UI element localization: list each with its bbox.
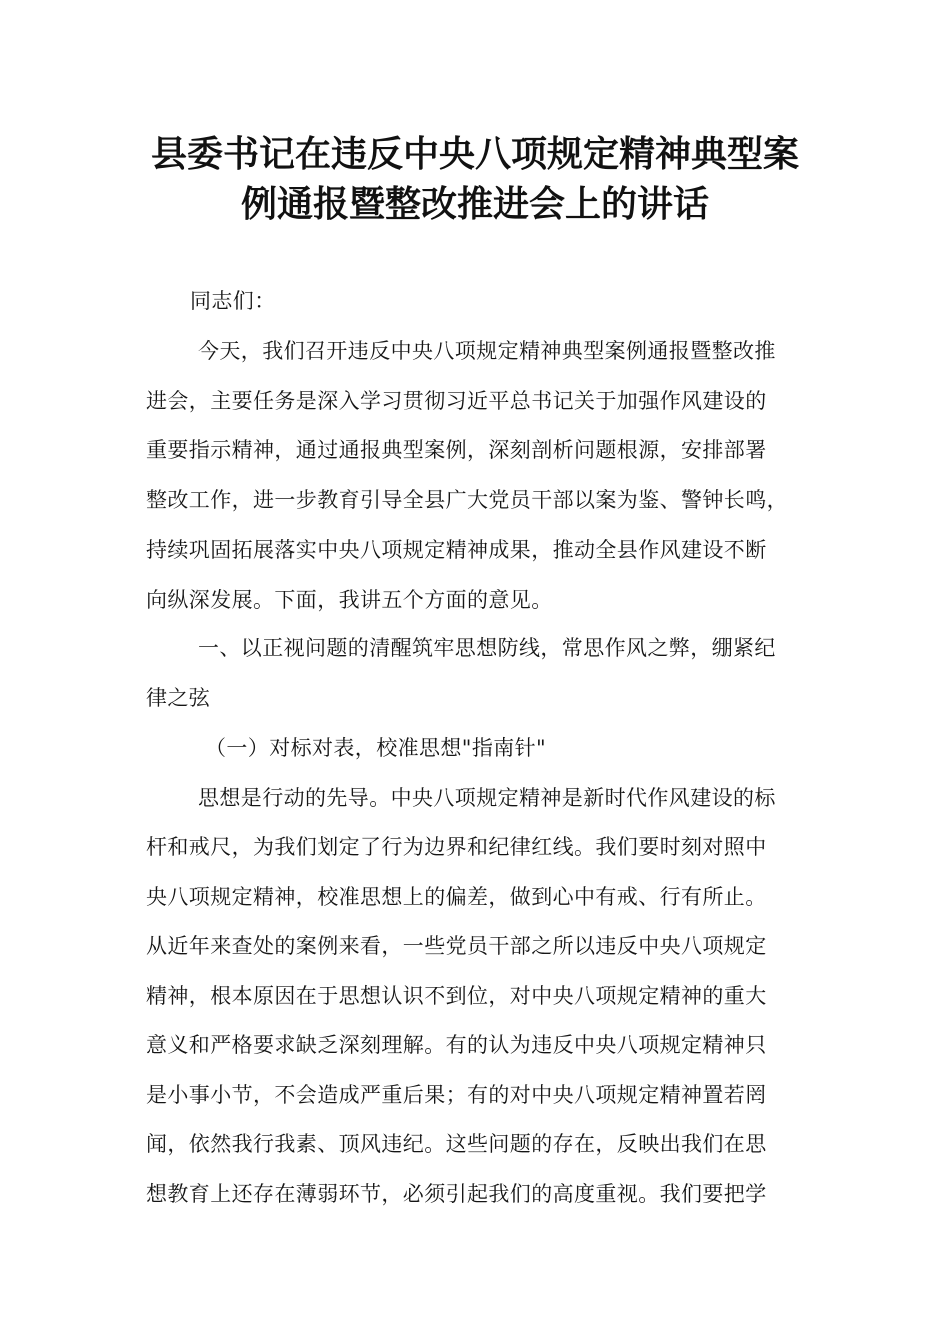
paragraph-line: 向纵深发展。下面，我讲五个方面的意见。 <box>146 588 553 612</box>
document-title-line-1: 县委书记在违反中央八项规定精神典型案 <box>150 134 799 175</box>
paragraph-line: 重要指示精神，通过通报典型案例，深刻剖析问题根源，安排部署 <box>146 438 767 462</box>
section-heading-line: 律之弦 <box>146 686 211 710</box>
paragraph-line: 进会，主要任务是深入学习贯彻习近平总书记关于加强作风建设的 <box>146 389 767 413</box>
paragraph-line: 整改工作，进一步教育引导全县广大党员干部以案为鉴、警钟长鸣， <box>146 488 788 512</box>
paragraph-line: 杆和戒尺，为我们划定了行为边界和纪律红线。我们要时刻对照中 <box>146 835 767 859</box>
paragraph-line: 从近年来查处的案例来看，一些党员干部之所以违反中央八项规定 <box>146 934 767 958</box>
paragraph-line: 意义和严格要求缺乏深刻理解。有的认为违反中央八项规定精神只 <box>146 1033 767 1057</box>
section-heading-line: 一、以正视问题的清醒筑牢思想防线，常思作风之弊，绷紧纪 <box>198 636 776 660</box>
paragraph-line: 是小事小节，不会造成严重后果；有的对中央八项规定精神置若罔 <box>146 1083 767 1107</box>
paragraph-line: 精神，根本原因在于思想认识不到位，对中央八项规定精神的重大 <box>146 984 767 1008</box>
paragraph-line: 央八项规定精神，校准思想上的偏差，做到心中有戒、行有所止。 <box>146 885 767 909</box>
paragraph-line: 今天，我们召开违反中央八项规定精神典型案例通报暨整改推 <box>198 339 776 363</box>
paragraph-line: 思想是行动的先导。中央八项规定精神是新时代作风建设的标 <box>198 786 776 810</box>
paragraph-line: 持续巩固拓展落实中央八项规定精神成果，推动全县作风建设不断 <box>146 538 767 562</box>
paragraph-line: 想教育上还存在薄弱环节，必须引起我们的高度重视。我们要把学 <box>146 1182 767 1206</box>
paragraph-line: 闻，依然我行我素、顶风违纪。这些问题的存在，反映出我们在思 <box>146 1132 767 1156</box>
document-title-line-2: 例通报暨整改推进会上的讲话 <box>240 184 709 225</box>
salutation: 同志们： <box>190 289 276 313</box>
subsection-heading: （一）对标对表，校准思想"指南针" <box>205 736 547 760</box>
